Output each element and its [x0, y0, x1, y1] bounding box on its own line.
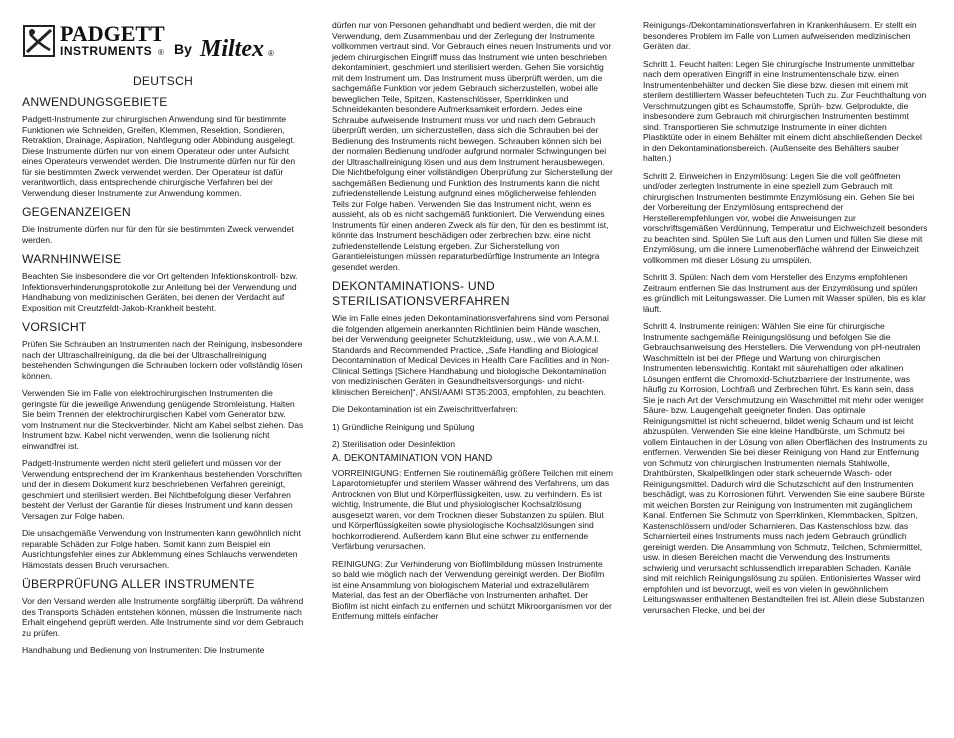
column-1 [22, 95, 304, 663]
logo-by: By [174, 41, 192, 57]
svg-text:®: ® [158, 48, 164, 57]
column-2 [332, 20, 614, 629]
paragraph-ueberpruefung-1: Vor den Versand werden alle Instrumente sorgfältig überprüft. Da während des Transports Schäden entstehen können, müssen die Instrumente nach Erhalt eingehend geprüft werden. Alle Instrumente sind vor dem Gebrauch zu prüfen. [22, 596, 304, 638]
paragraph-dekon-1: Wie im Falle eines jeden Dekontaminationsverfahrens sind vom Personal die folgenden allgemein anerkannten Richtlinien beim Hände waschen, bei der Verwendung geeigneter Schutzkleidung, usw., wie von A.A.M.I. Standards and Recommended Practice, „Safe Handling and Biological Decontamination of Medical Devices in Health Care Facilities and in Non-Clinical Settings [Sichere Handhabung und biologische Dekontamination von medizinischen Geräten in Gesundheitsversorgungs- und nicht-klinischen Bereichen]“, ANSI/AAMI ST35:2003, empfohlen, zu beachten. [332, 313, 610, 397]
paragraph-dekon-3: 1) Gründliche Reinigung und Spülung [332, 421, 475, 432]
heading-dekontamination-2: STERILISATIONSVERFAHREN [332, 294, 510, 308]
heading-vorsicht: VORSICHT [22, 320, 87, 334]
paragraph-reinigung-cont: Reinigungs-/Dekontaminationsverfahren in Krankenhäusern. Er stellt ein besonderes Problem im Falle von Lumen aufweisenden medizinischen Geräten dar. [643, 20, 917, 51]
paragraph-handhabung-cont: dürfen nur von Personen gehandhabt und bedient werden, die mit der Verwendung, dem Zusammenbau und der Zerlegung der Instrumente vollkommen vertraut sind. Vor Gebrauch eines neuen Instruments und vor jedem chirurgischen Eingriff muss das Instrument wie unten beschrieben dekontaminiert, geschmiert und sterilisiert werden. Gehen Sie vorsichtig mit dem Instrument um. Das Instrument muss überprüft werden, um die sachgemäße Funktion vor jedem Gebrauch sicherzustellen, wobei alle beweglichen Teile, Spitzen, Kastenschlösser, Sperrklinken und Schneidekanten besondere Aufmerksamkeit erfordern. Jedes eine Schraube aufweisende Instrument muss vor und nach dem Gebrauch überprüft werden, um sicherzustellen, dass sich die Schrauben bei der Bedienung des Instruments nicht bewegen. Schrauben können sich bei der normalen Bedienung und/oder aufgrund normaler Schwingungen bei der Ultraschallreinigung lösen und aus dem Instrument herausbewegen. Die Nichtbefolgung einer vollständigen Überprüfung zur Sicherstellung der sachgemäßen Bedienung und Funktion des Instruments kann die nicht zufriedenstellende Leistung aufgrund eines möglicherweise fehlenden Teils zur Folge haben. Verwenden Sie das Instrument nicht, wenn es aussieht, als ob es nicht sachgemäß funktioniert. Die Verwendung eines Instruments für einen anderen Zweck als für den, für den es bestimmt ist, könnte das Instrument beschädigen oder zerbrechen bzw. eine nicht zufriedenstellende Leistung ergeben. Zur Sicherstellung von Garantieleistungen müssen reparaturbedürftige Instrumente an Integra gesendet werden. [332, 20, 613, 272]
paragraph-anwendungsgebiete: Padgett-Instrumente zur chirurgischen Anwendung sind für bestimmte Funktionen wie Schneiden, Greifen, Klemmen, Resektion, Sondieren, Retraktion, Drainage, Aspiration, Nahtlegung oder Abbindung ausgelegt. Diese Instrumente dürfen nur von einem Operateur oder unter Aufsicht eines Operateurs verwendet werden. Die Instrumente dürfen nur für den für sie bestimmten Zweck verwendet werden. Der Operateur ist dafür verantwortlich, dass entsprechende chirurgische Verfahren bei der Verwendung dieser Instrumente zur Anwendung kommen. [22, 114, 296, 198]
padgett-emblem-icon [24, 26, 54, 56]
heading-warnhinweise: WARNHINWEISE [22, 252, 122, 266]
paragraph-dekon-2: Die Dekontamination ist ein Zweischrittverfahren: [332, 404, 518, 414]
paragraph-vorsicht-4: Die unsachgemäße Verwendung von Instrumenten kann gewöhnlich nicht reparable Schäden zur Folge haben. Somit kann zum Beispiel ein Ausrichtungsfehler eines zur Abklemmung eines Schlauchs verwendeten Hämostats dessen Bruch verursachen. [22, 528, 301, 570]
heading-anwendungsgebiete: ANWENDUNGSGEBIETE [22, 95, 168, 109]
heading-gegenanzeigen: GEGENANZEIGEN [22, 205, 131, 219]
paragraph-ueberpruefung-2: Handhabung und Bedienung von Instrumenten: Die Instrumente [22, 645, 265, 655]
heading-dekontamination-1: DEKONTAMINATIONS- UND [332, 279, 495, 293]
paragraph-schritt-4: Schritt 4. Instrumente reinigen: Wählen Sie eine für chirurgische Instrumente sachgemäße Reinigungslösung und befolgen Sie die Gebrauchsanweisung des Herstellers. Die Verwendung von pH-neutralen Waschmitteln ist bei der Pflege und Wartung von chirurgischen Instrumenten lebenswichtig. Kontakt mit säurehaltigen oder alkalinen Lösungen entfernt die Chromoxid-Schutzbarriere der Instrumente, was häufig zu Korrosion, Lochfraß und Zerbrechen führt. Es kann sein, dass Sie je nach Art der Verschmutzung ein Waschmittel mit mehr oder weniger Säure- bzw. Laugengehalt geeigneter finden. Das optimale Reinigungsmittel ist nicht scheuernd, bildet wenig Schaum und ist leicht abzuspülen. Verwenden Sie eine kleine Handbürste, um Schmutz bei vollem Eintauchen in der Lösung von allen Oberflächen des Instruments zu entfernen. Verwenden Sie bei dieser Reinigung von Hand zur Entfernung von Schmutz von chirurgischen Instrumenten niemals Stahlwolle, Drahtbürsten, Skalpellklingen oder stark scheuernde Wasch- oder Reinigungsmittel. Dadurch wird die Schutzschicht auf den Instrumenten beschädigt, was zu Korrosionen führt. Verwenden Sie eine saubere Bürste mit weichen Borsten zur Reinigung von Instrumenten mit zugänglichem Kanal. Entfernen Sie Schmutz von Sperrklinken, Klemmbacken, Spitzen, Kastenschlössern und/oder Scharnieren. Das Kastenschloss bzw. das Scharnierteil eines Instruments muss nach jedem Gebrauch gründlich gereinigt werden. Die Ansammlung von Schmutz, Teilchen, Schmiermittel, usw. in diesen Bereichen macht die Verwendung des Instruments schwierig und verursacht schlussendlich irreparablen Schaden. Kanäle sind mit reichlich Reinigungslösung zu spülen. Entionisiertes Wasser wird empfohlen und ist bevorzugt, weil es von vielen in gewöhnlichem Leitungswasser enthaltenen Bestandteilen frei ist. Allein diese Substanzen verursachen Flecke, und bei der [643, 321, 928, 615]
brand-line1: PADGETT [60, 22, 165, 46]
paragraph-vorreinigung: VORREINIGUNG: Entfernen Sie routinemäßig größere Teilchen mit einem Laparotomietupfer und sterilem Wasser während des Verfahrens, um das Antrocknen von Blut und Körperflüssigkeiten, usw. zu verhindern. Es ist wichtig, Instrumente, die Blut und physiologischer Kochsalzlösung ausgesetzt waren, vor dem Trocknen dieser Substanzen zu spülen. Blut und Körperflüssigkeiten sowie physiologische Kochsalzlösungen sind hochkorrodierend. Außerdem kann Blut eine schwer zu entfernende Verfärbung verursachen. [332, 467, 614, 551]
paragraph-vorsicht-1: Prüfen Sie Schrauben an Instrumenten nach der Reinigung, insbesondere nach der Ultraschallreinigung, da die bei der Ultraschallreinigung bestehenden Schwingungen die Schrauben lockern oder vollständig lösen können. [22, 339, 303, 381]
paragraph-schritt-1: Schritt 1. Feucht halten: Legen Sie chirurgische Instrumente unmittelbar nach dem operativen Eingriff in eine Instrumentenschale bzw. einen Instrumentenbehälter und decken Sie diese bzw. diesen mit einem mit sterilem destilliertem Wasser befeuchteten Tuch zu. Zur Feuchthaltung von Verschmutzungen gibt es Schaumstoffe, Sprüh- bzw. Gelprodukte, die insbesondere zum Gebrauch mit chirurgischen Instrumenten bestimmt sind. Transportieren Sie schmutzige Instrumente in einer dichten Plastiktüte oder in einem Behälter mit einem dicht abschließenden Deckel in den Dekontaminationsbereich. (Außenseite des Behälters sauber halten.) [643, 58, 927, 163]
paragraph-schritt-2: Schritt 2. Einweichen in Enzymlösung: Legen Sie die voll geöffneten und/oder zerlegten Instrumente in eine speziell zum Gebrauch mit chirurgischen Instrumenten bestimmte Enzymlösung ein. Gehen Sie bei der Vorbereitung der Enzymlösung entsprechend der Herstellerempfehlungen vor, wobei die Anweisungen zur vorschriftsgemäßen Verdünnung, Temperatur und Eichweichzeit besonders zu beachten sind. Spülen Sie Luft aus den Lumen und füllen Sie diese mit Enzymlösung, um die innere Lumenoberfläche während der Einweichzeit vollkommen mit dieser Lösung zu umspülen. [643, 170, 928, 265]
subheading-dekontamination-hand: A. DEKONTAMINATION VON HAND [332, 452, 493, 464]
padgett-miltex-logo [22, 22, 342, 64]
miltex-wordmark: Miltex [200, 36, 264, 62]
paragraph-vorsicht-3: Padgett-Instrumente werden nicht steril geliefert und müssen vor der Verwendung entsprechend der im Krankenhaus bestehenden Vorschriften und der in diesem Dokument kurz beschriebenen Verfahren gereinigt, geschmiert und sterilisiert werden. Bei Nichtbefolgung dieser Verfahren besteht der Verlust der Garantie für dieses Instrument und kann dessen Versagen zur Folge haben. [22, 458, 302, 521]
heading-ueberpruefung: ÜBERPRÜFUNG ALLER INSTRUMENTE [22, 577, 255, 591]
paragraph-dekon-4: 2) Sterilisation oder Desinfektion [332, 439, 456, 449]
paragraph-reinigung: REINIGUNG: Zur Verhinderung von Biofilmbildung müssen Instrumente so bald wie möglich nach der Verwendung gereinigt werden. Der Biofilm ist eine Ansammlung von biologischem Material und extrazellulärem Material, das fest an der Oberfläche von Instrumenten anhaftet. Der Biofilm ist nicht einfach zu entfernen und schützt Mikroorganismen vor der Entfernung mittels einfacher [332, 558, 612, 621]
language-heading: DEUTSCH [132, 74, 194, 88]
paragraph-warnhinweise: Beachten Sie insbesondere die vor Ort geltenden Infektionskontroll- bzw. Infektionsverhinderungsprotokolle zur Anleitung bei der Verwendung und Handhabung von medizinischen Geräten, bei denen der Verdacht auf Exposition mit Creutzfeldt-Jakob-Krankheit besteht. [22, 271, 298, 313]
paragraph-schritt-3: Schritt 3. Spülen: Nach dem vom Hersteller des Enzyms empfohlenen Zeitraum entfernen Sie das Instrument aus der Enzymlösung und spülen es gründlich mit Leitungswasser. Die Lumen mit Wasser spülen, bis es klar läuft. [643, 272, 926, 314]
brand-line2: INSTRUMENTS [60, 44, 153, 58]
column-3 [643, 20, 928, 622]
paragraph-vorsicht-2: Verwenden Sie im Falle von elektrochirurgischen Instrumenten die geringste für die jeweilige Anwendung genügende Stromleistung. Halten Sie beim Trennen der elektrochirurgischen Kabel vom Generator bzw. vom Instrument nur die Steckverbinder. Nicht am Kabel selbst ziehen. Das Instrument bzw. Kabel nicht verwenden, wenn die Isolierung nicht einwandfrei ist. [22, 388, 304, 451]
svg-text:®: ® [268, 49, 274, 58]
paragraph-gegenanzeigen: Die Instrumente dürfen nur für den für sie bestimmten Zweck verwendet werden. [22, 224, 294, 245]
